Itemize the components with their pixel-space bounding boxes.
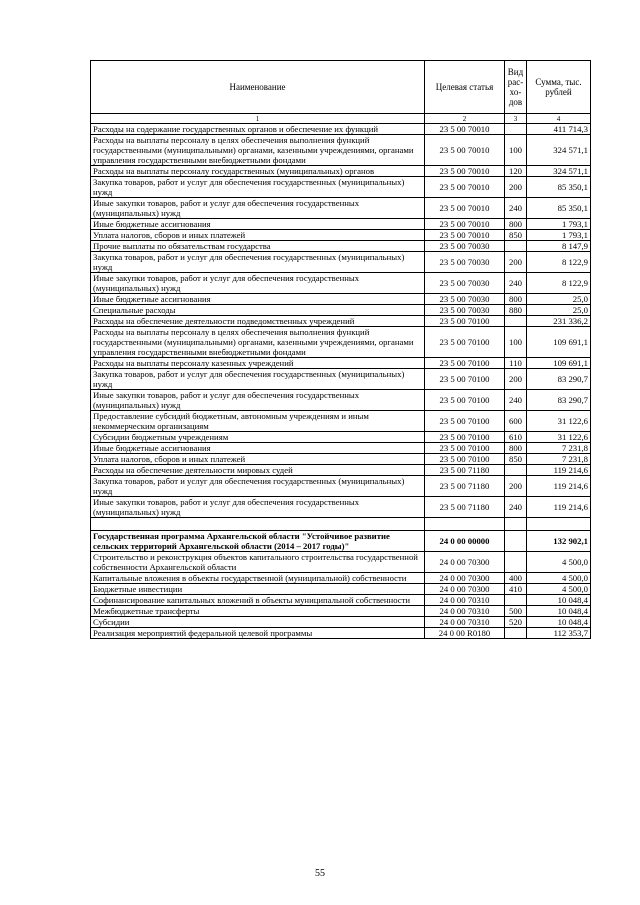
row-name-cell: Специальные расходы xyxy=(91,305,425,316)
row-vid-cell: 200 xyxy=(505,177,527,198)
row-sum-cell: 4 500,0 xyxy=(527,552,591,573)
row-code-cell: 23 5 00 70010 xyxy=(425,219,505,230)
row-sum-cell: 10 048,4 xyxy=(527,595,591,606)
row-vid-cell: 200 xyxy=(505,252,527,273)
row-code-cell: 23 5 00 70030 xyxy=(425,241,505,252)
table-row xyxy=(91,327,591,358)
row-sum-cell: 109 691,1 xyxy=(527,358,591,369)
row-name-cell: Реализация мероприятий федеральной целевой программы xyxy=(91,628,425,639)
row-vid-cell xyxy=(505,628,527,639)
row-code-cell: 24 0 00 70300 xyxy=(425,552,505,573)
row-code-cell: 23 5 00 70030 xyxy=(425,273,505,294)
header-vid: Вид рас-хо-дов xyxy=(505,61,527,114)
row-sum-cell: 83 290,7 xyxy=(527,390,591,411)
empty-cell xyxy=(505,518,527,531)
row-name-cell: Иные бюджетные ассигнования xyxy=(91,294,425,305)
row-name-cell: Закупка товаров, работ и услуг для обеспечения государственных (муниципальных) нужд xyxy=(91,177,425,198)
table-row xyxy=(91,230,591,241)
column-number: 1 xyxy=(91,114,425,124)
row-sum-cell: 112 353,7 xyxy=(527,628,591,639)
table-row xyxy=(91,595,591,606)
row-vid-cell xyxy=(505,316,527,327)
table-row xyxy=(91,294,591,305)
table-row xyxy=(91,316,591,327)
row-vid-cell: 240 xyxy=(505,273,527,294)
table-row xyxy=(91,573,591,584)
row-sum-cell: 109 691,1 xyxy=(527,327,591,358)
row-name-cell: Иные бюджетные ассигнования xyxy=(91,443,425,454)
row-sum-cell: 119 214,6 xyxy=(527,497,591,518)
row-vid-cell xyxy=(505,241,527,252)
row-sum-cell: 324 571,1 xyxy=(527,135,591,166)
row-name-cell: Закупка товаров, работ и услуг для обеспечения государственных (муниципальных) нужд xyxy=(91,252,425,273)
table-row xyxy=(91,198,591,219)
table-row xyxy=(91,177,591,198)
empty-cell xyxy=(527,518,591,531)
row-sum-cell: 10 048,4 xyxy=(527,606,591,617)
row-code-cell: 23 5 00 70100 xyxy=(425,411,505,432)
row-vid-cell: 240 xyxy=(505,497,527,518)
row-name-cell: Расходы на содержание государственных органов и обеспечение их функций xyxy=(91,124,425,135)
row-sum-cell: 25,0 xyxy=(527,305,591,316)
row-vid-cell xyxy=(505,465,527,476)
row-sum-cell: 119 214,6 xyxy=(527,476,591,497)
table-row xyxy=(91,497,591,518)
row-name-cell: Закупка товаров, работ и услуг для обеспечения государственных (муниципальных) нужд xyxy=(91,476,425,497)
row-sum-cell: 8 147,9 xyxy=(527,241,591,252)
header-sum: Сумма, тыс. рублей xyxy=(527,61,591,114)
row-code-cell: 23 5 00 71180 xyxy=(425,497,505,518)
table-row xyxy=(91,358,591,369)
table-row xyxy=(91,628,591,639)
row-name-cell: Государственная программа Архангельской области "Устойчивое развитие сельских территорий Архангельской области (2014 – 2017 годы)" xyxy=(91,531,425,552)
table-body xyxy=(91,124,591,639)
table-row xyxy=(91,606,591,617)
row-code-cell: 23 5 00 70010 xyxy=(425,166,505,177)
row-vid-cell: 100 xyxy=(505,135,527,166)
column-number: 2 xyxy=(425,114,505,124)
row-vid-cell: 610 xyxy=(505,432,527,443)
row-vid-cell: 410 xyxy=(505,584,527,595)
row-vid-cell: 200 xyxy=(505,476,527,497)
row-code-cell: 23 5 00 70100 xyxy=(425,443,505,454)
table-row xyxy=(91,411,591,432)
row-code-cell: 24 0 00 00000 xyxy=(425,531,505,552)
row-name-cell: Расходы на обеспечение деятельности мировых судей xyxy=(91,465,425,476)
row-sum-cell: 7 231,8 xyxy=(527,454,591,465)
row-vid-cell: 400 xyxy=(505,573,527,584)
row-code-cell: 23 5 00 70100 xyxy=(425,369,505,390)
row-code-cell: 23 5 00 70030 xyxy=(425,305,505,316)
row-name-cell: Уплата налогов, сборов и иных платежей xyxy=(91,454,425,465)
row-vid-cell: 880 xyxy=(505,305,527,316)
row-name-cell: Иные бюджетные ассигнования xyxy=(91,219,425,230)
row-sum-cell: 8 122,9 xyxy=(527,252,591,273)
row-vid-cell: 800 xyxy=(505,294,527,305)
row-sum-cell: 31 122,6 xyxy=(527,432,591,443)
row-code-cell: 23 5 00 70100 xyxy=(425,454,505,465)
row-sum-cell: 85 350,1 xyxy=(527,198,591,219)
row-name-cell: Расходы на выплаты персоналу в целях обеспечения выполнения функций государственными (муниципальными) органами, казенными учреждениями, органами управления государственными внебюджетными фондами xyxy=(91,135,425,166)
row-code-cell: 23 5 00 70010 xyxy=(425,198,505,219)
table-row xyxy=(91,531,591,552)
table-row xyxy=(91,454,591,465)
table-row xyxy=(91,135,591,166)
row-vid-cell xyxy=(505,531,527,552)
header-code: Целевая статья xyxy=(425,61,505,114)
column-number: 3 xyxy=(505,114,527,124)
row-code-cell: 23 5 00 70010 xyxy=(425,177,505,198)
table-row xyxy=(91,476,591,497)
table-row xyxy=(91,241,591,252)
row-sum-cell: 324 571,1 xyxy=(527,166,591,177)
row-vid-cell: 240 xyxy=(505,198,527,219)
budget-table xyxy=(90,60,591,639)
row-vid-cell: 850 xyxy=(505,230,527,241)
row-name-cell: Расходы на обеспечение деятельности подведомственных учреждений xyxy=(91,316,425,327)
row-code-cell: 23 5 00 70100 xyxy=(425,327,505,358)
row-sum-cell: 411 714,3 xyxy=(527,124,591,135)
row-sum-cell: 31 122,6 xyxy=(527,411,591,432)
page-number: 55 xyxy=(315,868,325,879)
row-name-cell: Иные закупки товаров, работ и услуг для обеспечения государственных (муниципальных) нужд xyxy=(91,497,425,518)
row-name-cell: Межбюджетные трансферты xyxy=(91,606,425,617)
table-row xyxy=(91,584,591,595)
empty-cell xyxy=(425,518,505,531)
row-sum-cell: 119 214,6 xyxy=(527,465,591,476)
column-number-row xyxy=(91,114,591,124)
row-code-cell: 23 5 00 70010 xyxy=(425,135,505,166)
row-sum-cell: 1 793,1 xyxy=(527,219,591,230)
row-sum-cell: 10 048,4 xyxy=(527,617,591,628)
row-name-cell: Расходы на выплаты персоналу в целях обеспечения выполнения функций государственными (муниципальными) органами, казенными учреждениями, органами управления государственными внебюджетными фондами xyxy=(91,327,425,358)
row-name-cell: Прочие выплаты по обязательствам государства xyxy=(91,241,425,252)
table-row xyxy=(91,432,591,443)
table-row xyxy=(91,390,591,411)
table-header-row xyxy=(91,61,591,114)
row-sum-cell: 4 500,0 xyxy=(527,573,591,584)
row-code-cell: 23 5 00 71180 xyxy=(425,476,505,497)
row-name-cell: Софинансирование капитальных вложений в объекты муниципальной собственности xyxy=(91,595,425,606)
row-code-cell: 24 0 00 70300 xyxy=(425,573,505,584)
row-vid-cell xyxy=(505,124,527,135)
row-code-cell: 24 0 00 70310 xyxy=(425,617,505,628)
row-vid-cell: 500 xyxy=(505,606,527,617)
row-vid-cell: 800 xyxy=(505,219,527,230)
table-row xyxy=(91,465,591,476)
table-row xyxy=(91,305,591,316)
row-vid-cell: 240 xyxy=(505,390,527,411)
row-name-cell: Иные закупки товаров, работ и услуг для обеспечения государственных (муниципальных) нужд xyxy=(91,198,425,219)
row-name-cell: Уплата налогов, сборов и иных платежей xyxy=(91,230,425,241)
table-row xyxy=(91,369,591,390)
row-name-cell: Субсидии xyxy=(91,617,425,628)
row-vid-cell: 520 xyxy=(505,617,527,628)
row-code-cell: 24 0 00 70300 xyxy=(425,584,505,595)
row-vid-cell: 800 xyxy=(505,443,527,454)
row-name-cell: Расходы на выплаты персоналу государственных (муниципальных) органов xyxy=(91,166,425,177)
header-name: Наименование xyxy=(91,61,425,114)
row-name-cell: Расходы на выплаты персоналу казенных учреждений xyxy=(91,358,425,369)
row-name-cell: Закупка товаров, работ и услуг для обеспечения государственных (муниципальных) нужд xyxy=(91,369,425,390)
table-row xyxy=(91,273,591,294)
row-name-cell: Субсидии бюджетным учреждениям xyxy=(91,432,425,443)
row-sum-cell: 8 122,9 xyxy=(527,273,591,294)
row-vid-cell: 850 xyxy=(505,454,527,465)
row-code-cell: 23 5 00 70030 xyxy=(425,252,505,273)
column-number: 4 xyxy=(527,114,591,124)
table-row xyxy=(91,552,591,573)
table-row xyxy=(91,443,591,454)
row-sum-cell: 132 902,1 xyxy=(527,531,591,552)
row-name-cell: Иные закупки товаров, работ и услуг для обеспечения государственных (муниципальных) нужд xyxy=(91,273,425,294)
row-vid-cell: 100 xyxy=(505,327,527,358)
row-name-cell: Предоставление субсидий бюджетным, автономным учреждениям и иным некоммерческим организациям xyxy=(91,411,425,432)
row-sum-cell: 7 231,8 xyxy=(527,443,591,454)
row-code-cell: 24 0 00 70310 xyxy=(425,606,505,617)
row-code-cell: 23 5 00 70010 xyxy=(425,124,505,135)
row-code-cell: 23 5 00 70100 xyxy=(425,390,505,411)
row-vid-cell xyxy=(505,552,527,573)
row-sum-cell: 85 350,1 xyxy=(527,177,591,198)
row-sum-cell: 25,0 xyxy=(527,294,591,305)
row-vid-cell: 110 xyxy=(505,358,527,369)
table-row xyxy=(91,166,591,177)
table-row xyxy=(91,124,591,135)
row-vid-cell: 200 xyxy=(505,369,527,390)
empty-cell xyxy=(91,518,425,531)
table-row xyxy=(91,219,591,230)
row-vid-cell: 600 xyxy=(505,411,527,432)
spacer-row xyxy=(91,518,591,531)
table-row xyxy=(91,252,591,273)
row-code-cell: 23 5 00 70100 xyxy=(425,432,505,443)
table-row xyxy=(91,617,591,628)
row-vid-cell: 120 xyxy=(505,166,527,177)
row-code-cell: 23 5 00 70010 xyxy=(425,230,505,241)
row-sum-cell: 1 793,1 xyxy=(527,230,591,241)
row-name-cell: Строительство и реконструкция объектов капитального строительства государственной собственности Архангельской области xyxy=(91,552,425,573)
row-sum-cell: 83 290,7 xyxy=(527,369,591,390)
row-name-cell: Бюджетные инвестиции xyxy=(91,584,425,595)
row-code-cell: 23 5 00 70030 xyxy=(425,294,505,305)
row-code-cell: 24 0 00 70310 xyxy=(425,595,505,606)
row-name-cell: Иные закупки товаров, работ и услуг для обеспечения государственных (муниципальных) нужд xyxy=(91,390,425,411)
budget-table-page xyxy=(90,60,590,639)
row-code-cell: 23 5 00 71180 xyxy=(425,465,505,476)
row-code-cell: 24 0 00 R0180 xyxy=(425,628,505,639)
row-sum-cell: 231 336,2 xyxy=(527,316,591,327)
row-vid-cell xyxy=(505,595,527,606)
row-name-cell: Капитальные вложения в объекты государственной (муниципальной) собственности xyxy=(91,573,425,584)
row-code-cell: 23 5 00 70100 xyxy=(425,316,505,327)
row-sum-cell: 4 500,0 xyxy=(527,584,591,595)
row-code-cell: 23 5 00 70100 xyxy=(425,358,505,369)
